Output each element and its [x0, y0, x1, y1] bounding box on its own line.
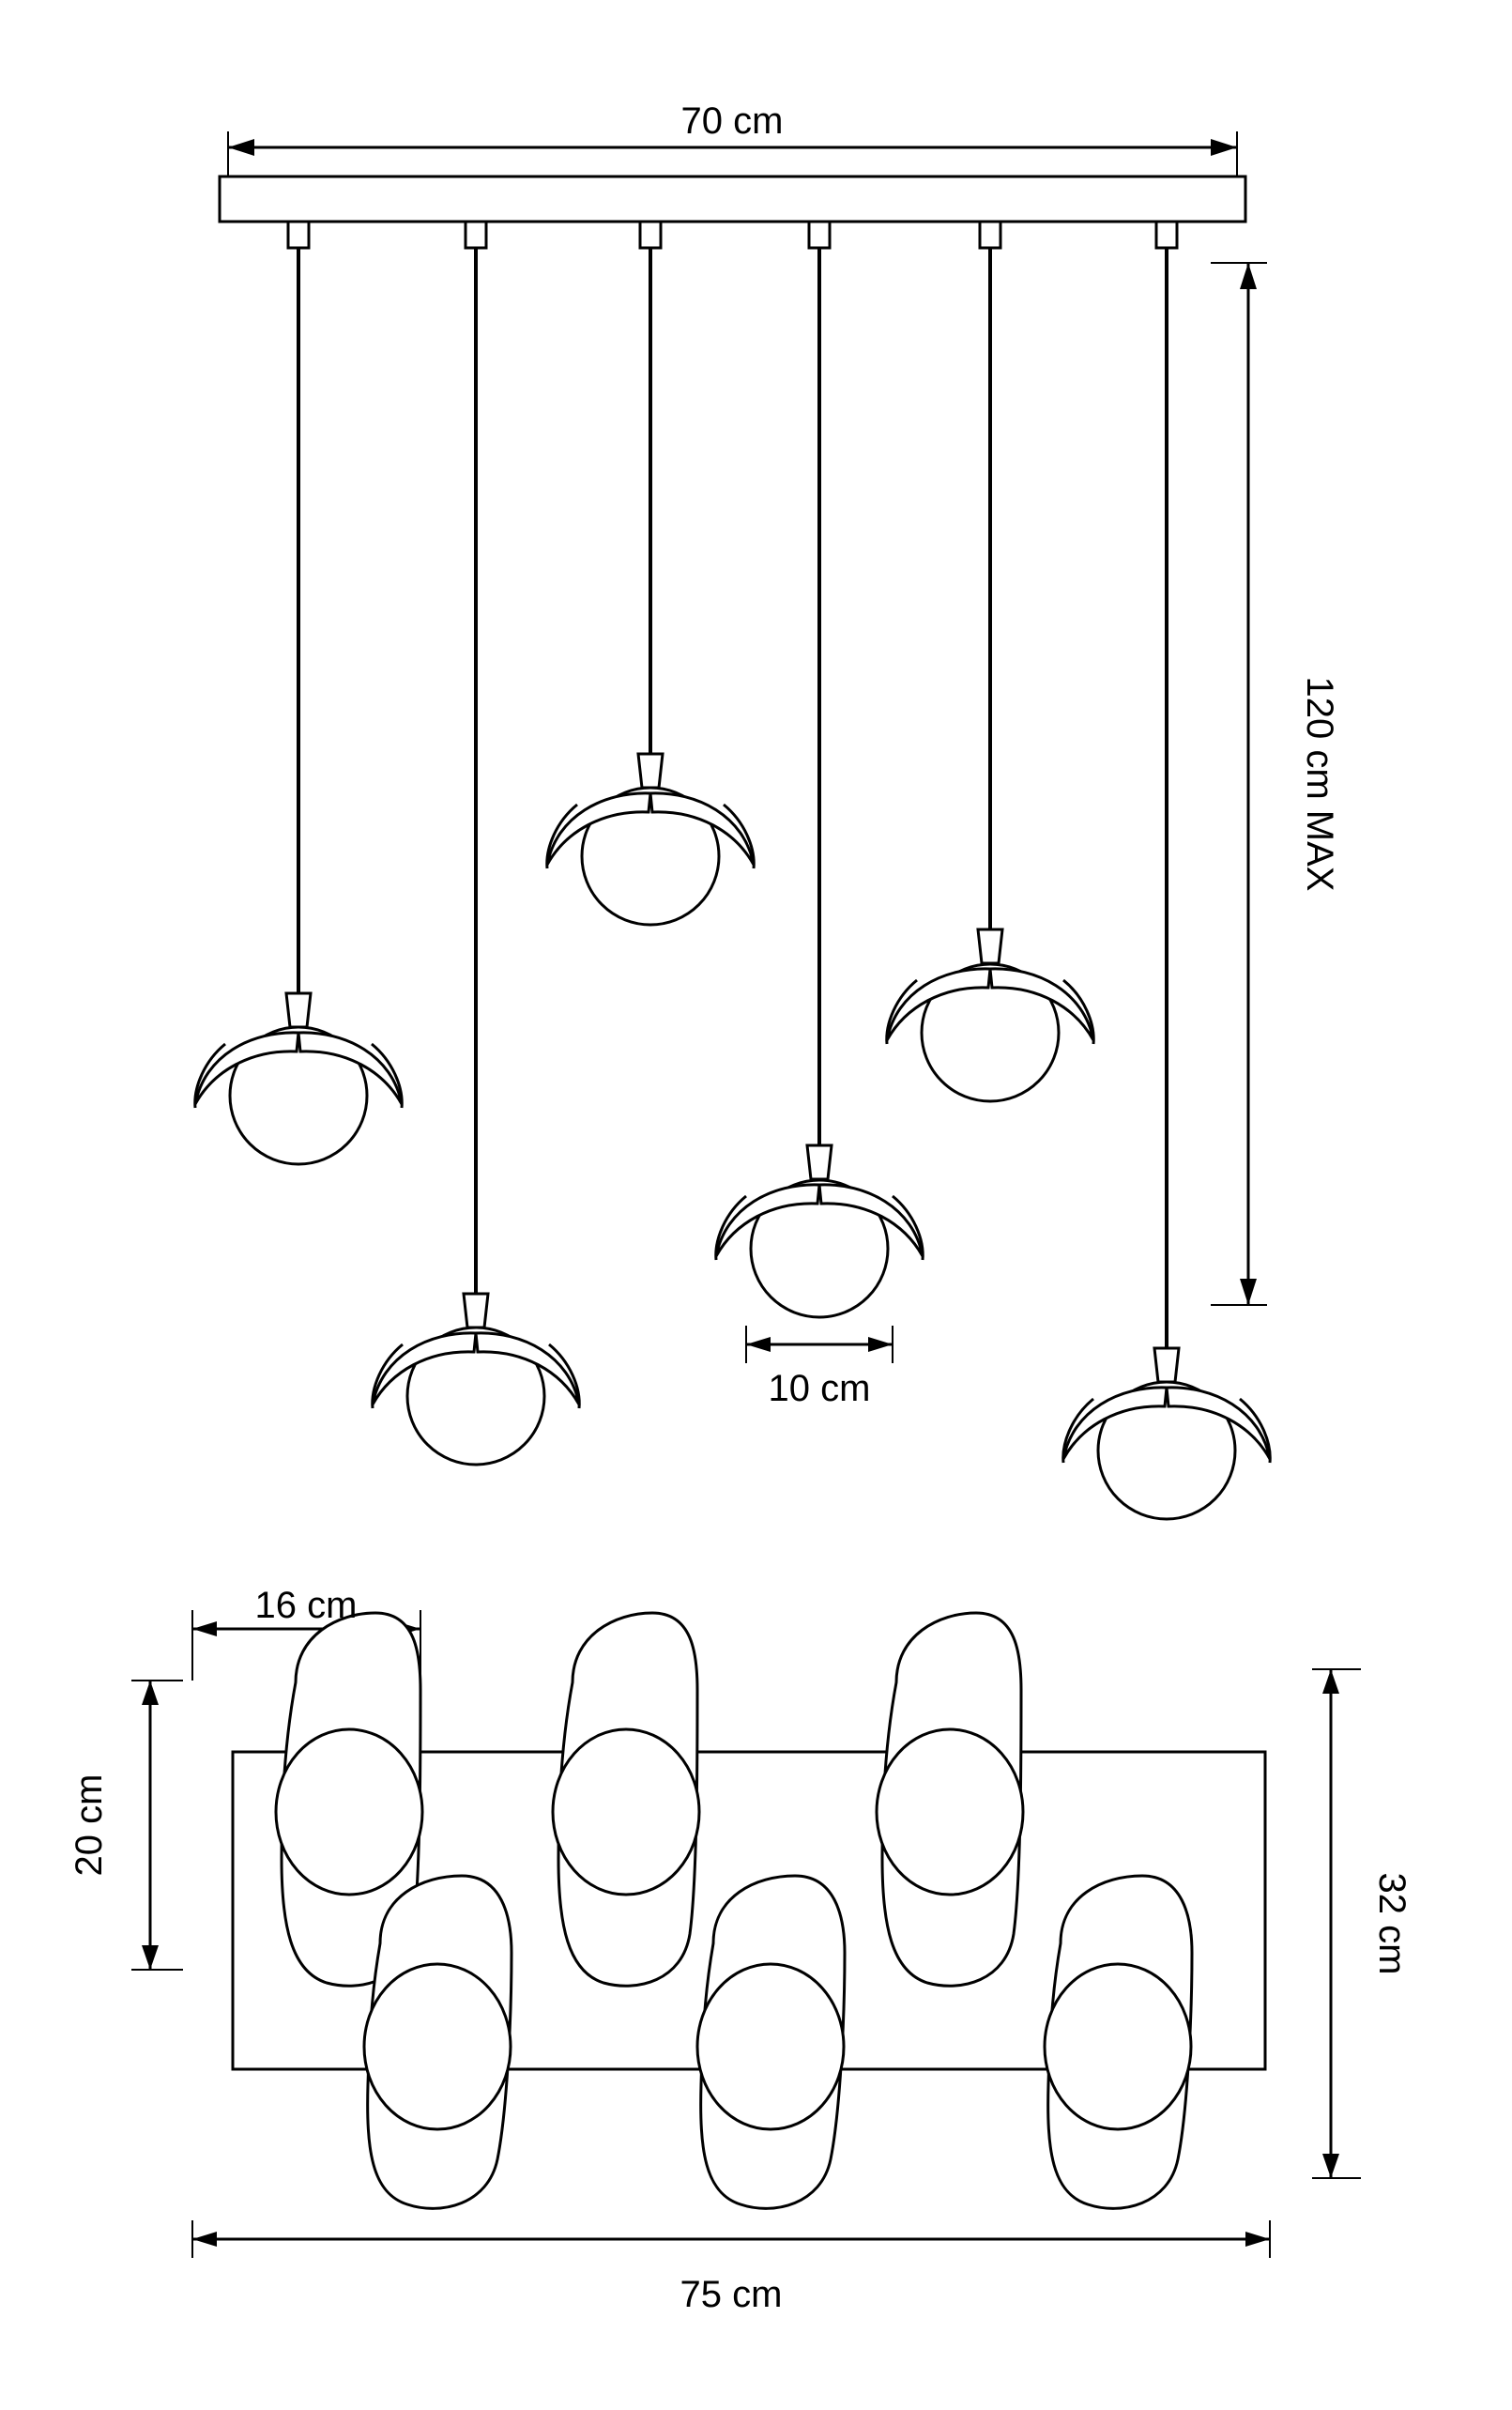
label-drop-height: 120 cm MAX — [1299, 676, 1340, 892]
label-shade-width-plan: 16 cm — [254, 1585, 358, 1626]
dimension-shade-depth-plan — [131, 1681, 183, 1970]
pendant-lamp-2 — [373, 222, 579, 1465]
canopy-bar — [220, 177, 1245, 222]
plan-shade-front-2 — [697, 1876, 845, 2208]
label-total-depth-plan: 32 cm — [1371, 1872, 1413, 1975]
front-elevation-view — [195, 131, 1270, 1519]
label-total-width-plan: 75 cm — [680, 2274, 783, 2315]
dimension-drop-height — [1211, 263, 1267, 1305]
dimension-total-depth-plan — [1312, 1669, 1361, 2178]
label-globe-diameter: 10 cm — [768, 1368, 871, 1409]
pendant-lamp-5 — [887, 222, 1093, 1101]
pendant-lamp-3 — [547, 222, 754, 925]
plan-shade-front-1 — [364, 1876, 512, 2208]
plan-shade-back-3 — [877, 1613, 1023, 1986]
label-shade-depth-plan: 20 cm — [69, 1773, 110, 1877]
top-plan-view — [131, 1610, 1361, 2258]
label-canopy-width: 70 cm — [680, 100, 784, 142]
plan-shade-back-2 — [553, 1613, 699, 1986]
pendant-lamp-4 — [716, 222, 923, 1317]
dimension-globe-diameter — [746, 1326, 893, 1363]
plan-shade-front-3 — [1045, 1876, 1192, 2208]
pendant-lamp-1 — [195, 222, 402, 1164]
dimension-total-width-plan — [192, 2220, 1270, 2258]
pendant-lamp-6 — [1063, 222, 1270, 1519]
